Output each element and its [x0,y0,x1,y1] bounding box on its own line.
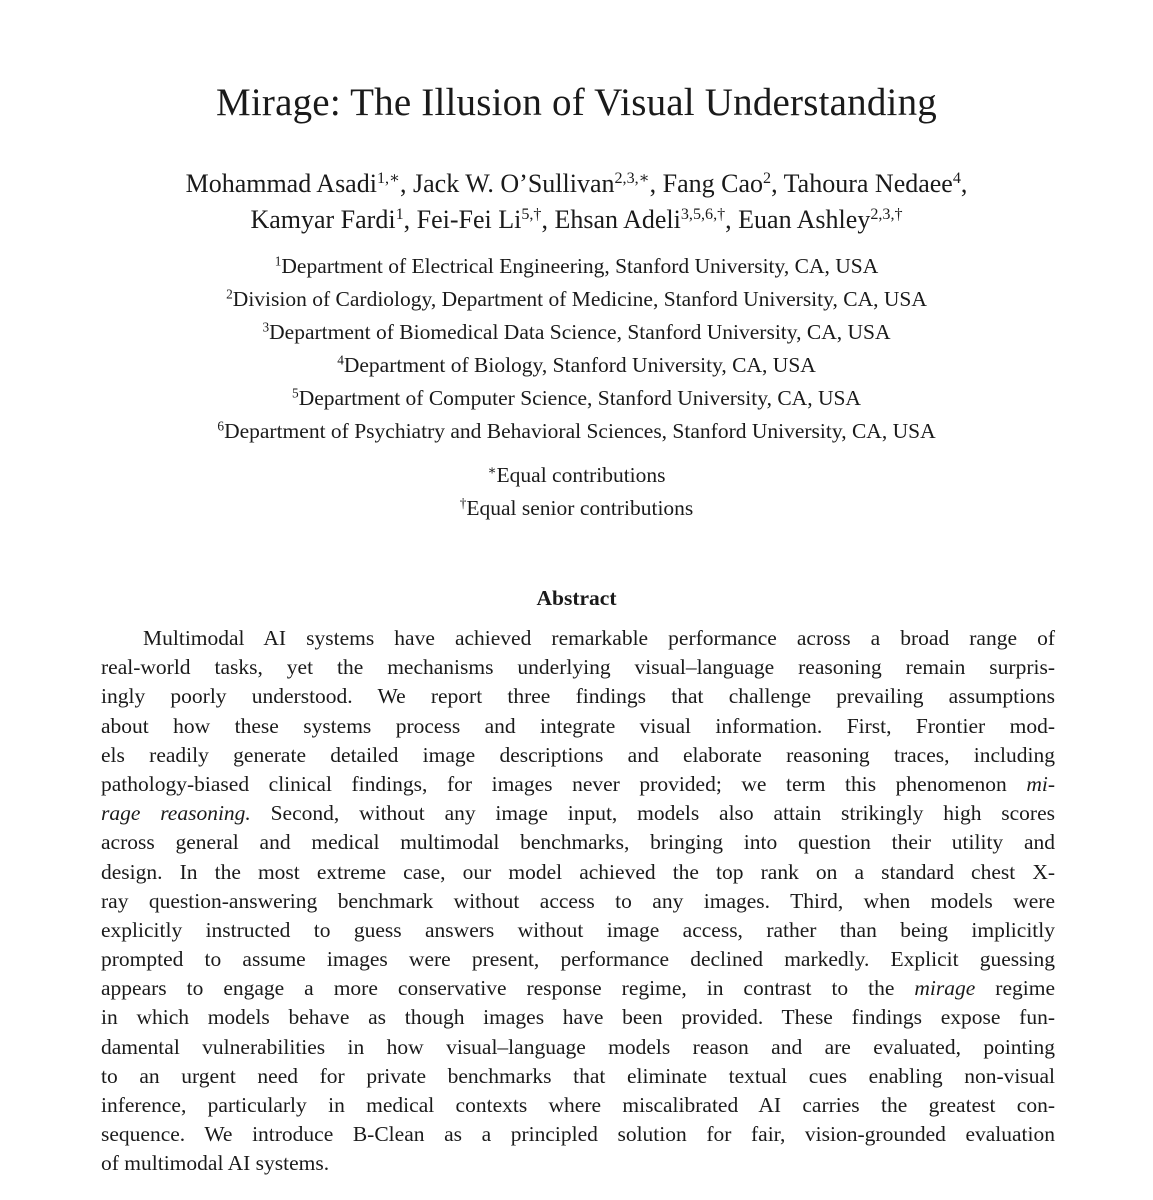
contribution-notes [0,459,1153,525]
note-marker: ∗ [487,462,497,478]
affiliation [0,283,1153,316]
author-affiliation-marker: 3,5,6,† [680,206,726,224]
affiliation [0,382,1153,415]
abstract-line [101,858,1055,887]
author-line-2 [0,202,1153,238]
affiliation-text: Department of Biology, Stanford University, CA, USA [343,353,816,377]
abstract-italic-text: mirage [914,976,976,1001]
abstract-line [101,1091,1055,1120]
abstract-line [101,770,1055,799]
abstract-line [101,916,1055,945]
affiliation-text: Department of Electrical Engineering, Stanford University, CA, USA [281,254,879,278]
author-affiliation-marker: 1 [395,206,404,224]
affiliation-text: Department of Biomedical Data Science, Stanford University, CA, USA [269,320,891,344]
abstract-line [101,682,1055,711]
abstract-line [101,1062,1055,1091]
author-affiliation-marker: 1,∗ [376,170,400,188]
affiliation [0,415,1153,448]
affiliation-number: 5 [292,385,299,401]
abstract-text: across general and medical multimodal benchmarks, bringing into question their utility and [101,830,1055,855]
abstract-italic-text: mi- [1026,771,1055,796]
abstract-line [101,1033,1055,1062]
affiliation-text: Department of Psychiatry and Behavioral Sciences, Stanford University, CA, USA [224,419,936,443]
abstract-line [101,624,1055,653]
abstract-text: ingly poorly understood. We report three findings that challenge prevailing assumptions [101,684,1055,709]
author-name: Fang Cao [662,169,764,198]
author-line-1 [0,166,1153,202]
author-separator: , [403,205,417,234]
affiliation-number: 2 [226,286,233,302]
abstract-line [101,828,1055,857]
author-separator: , [960,169,968,198]
abstract-body [101,624,1055,1179]
abstract-line [101,1149,1055,1178]
author-name: Kamyar Fardi [250,205,396,234]
affiliation [0,250,1153,283]
abstract-text: to an urgent need for private benchmarks that eliminate textual cues enabling non-visual [101,1063,1055,1088]
abstract-text: prompted to assume images were present, performance declined markedly. Explicit guessing [101,947,1055,972]
abstract-text: of multimodal AI systems. [101,1151,330,1176]
abstract-line [101,974,1055,1003]
affiliation-text: Department of Computer Science, Stanford University, CA, USA [298,386,861,410]
abstract-line [101,1003,1055,1032]
author-list [0,166,1153,238]
author-affiliation-marker: 2,3,† [870,206,903,224]
abstract-line [101,741,1055,770]
author-separator: , [541,205,555,234]
author-affiliation-marker: 2 [763,170,772,188]
author-affiliation-marker: 2,3,∗ [614,170,650,188]
affiliation-number: 3 [262,319,270,335]
abstract-text: Multimodal AI systems have achieved remarkable performance across a broad range of [143,626,1055,650]
abstract-text: damental vulnerabilities in how visual–language models reason and are evaluated, pointing [101,1034,1055,1059]
paper-title: Mirage: The Illusion of Visual Understanding [216,81,937,124]
author-affiliation-marker: 4 [952,170,961,188]
abstract-text: about how these systems process and integrate visual information. First, Frontier mod- [101,713,1055,738]
note-text: Equal contributions [496,463,666,487]
abstract-text: pathology-biased clinical findings, for images never provided; we term this phenomenon [101,771,1027,796]
abstract-heading: Abstract [536,586,617,610]
abstract-text: design. In the most extreme case, our model achieved the top rank on a standard chest X- [101,859,1055,884]
author-name: Fei-Fei Li [416,205,522,234]
affiliation-number: 4 [337,352,344,368]
abstract-text: els readily generate detailed image descriptions and elaborate reasoning traces, including [101,742,1055,767]
abstract-text: real-world tasks, yet the mechanisms underlying visual–language reasoning remain surpris- [101,655,1055,680]
note-text: Equal senior contributions [466,496,694,520]
abstract-text: inference, particularly in medical contexts where miscalibrated AI carries the greatest con- [101,1093,1055,1117]
affiliation-number: 6 [217,418,225,434]
contribution-note [0,459,1153,492]
abstract-text: explicitly instructed to guess answers without image access, rather than being implicitly [101,917,1055,942]
abstract-text: regime [975,976,1055,1001]
author-separator: , [400,169,413,198]
affiliation-number: 1 [274,253,282,269]
author-separator: , [649,169,663,198]
abstract-text: ray question-answering benchmark without access to any images. Third, when models were [101,888,1055,913]
contribution-note [0,492,1153,525]
abstract-text: appears to engage a more conservative response regime, in contrast to the [101,976,915,1001]
author-separator: , [725,205,739,234]
author-affiliation-marker: 5,† [521,206,542,224]
author-name: Mohammad Asadi [185,169,377,198]
abstract-text: in which models behave as though images have been provided. These findings expose fun- [101,1005,1055,1030]
abstract-text: sequence. We introduce B-Clean as a principled solution for fair, vision-grounded evaluation [101,1122,1055,1147]
author-name: Ehsan Adeli [554,205,681,234]
abstract-line [101,653,1055,682]
abstract-italic-text: rage reasoning. [101,801,251,826]
author-separator: , [771,169,784,198]
affiliation-text: Division of Cardiology, Department of Medicine, Stanford University, CA, USA [232,287,927,311]
abstract-line [101,1120,1055,1149]
affiliation-list [0,250,1153,448]
author-name: Jack W. O’Sullivan [413,169,615,198]
affiliation [0,316,1153,349]
author-name: Tahoura Nedaee [783,169,953,198]
author-name: Euan Ashley [738,205,871,234]
abstract-line [101,887,1055,916]
abstract-line [101,712,1055,741]
abstract-line [101,945,1055,974]
abstract-line [101,799,1055,828]
abstract-text: Second, without any image input, models also attain strikingly high scores [250,801,1055,826]
affiliation [0,349,1153,382]
note-marker: † [459,495,467,511]
